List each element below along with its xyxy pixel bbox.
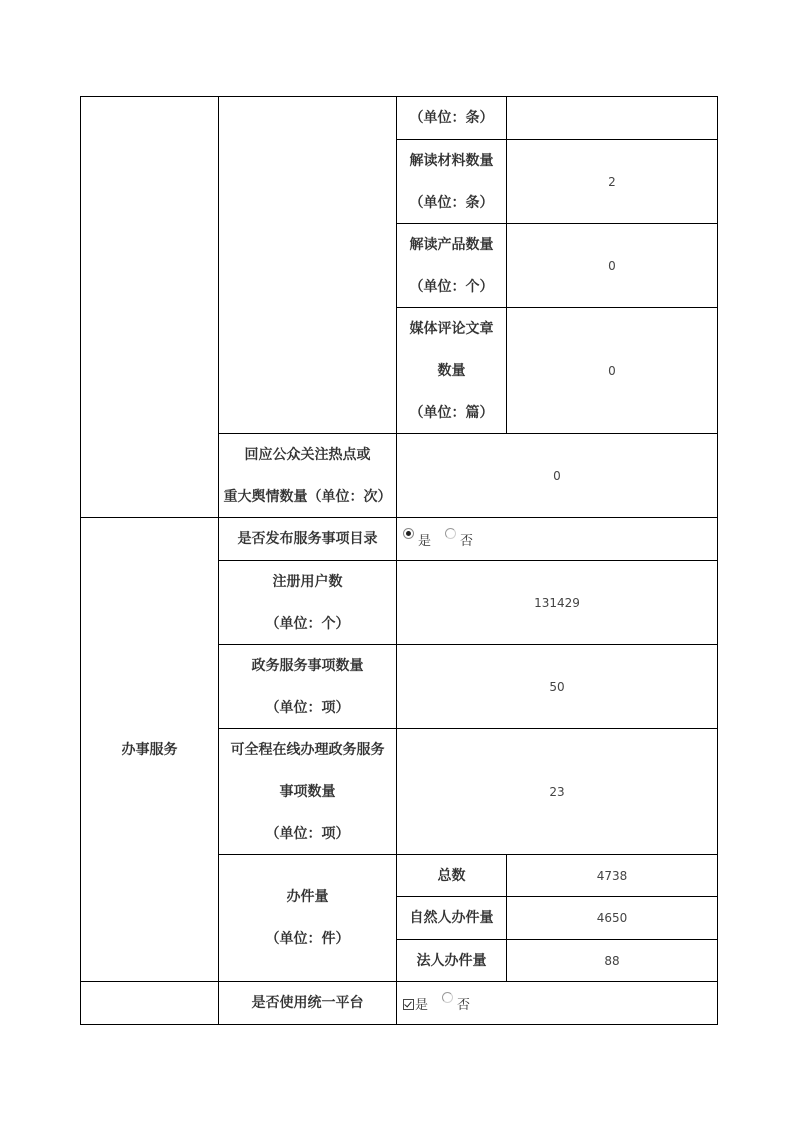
service-items-label-cell [218, 644, 397, 729]
response-label-cell [218, 433, 397, 518]
cases-total-value-cell [506, 854, 718, 897]
users-value-cell [396, 560, 718, 645]
interp-products-value: 0 [608, 258, 616, 273]
users-value: 131429 [534, 595, 580, 610]
interp-materials-label-1: 解读材料数量 [409, 152, 494, 169]
catalog-options-cell [396, 517, 718, 561]
response-value: 0 [553, 468, 561, 483]
section-cell-platform [80, 981, 219, 1025]
users-label-2: （单位：个） [265, 615, 350, 632]
section-cell-services [80, 517, 219, 982]
catalog-yes-radio[interactable] [403, 528, 414, 539]
online-items-label-2: 事项数量 [279, 783, 336, 800]
catalog-label-cell [218, 517, 397, 561]
response-value-cell [396, 433, 718, 518]
media-articles-value: 0 [608, 363, 616, 378]
cases-label-cell [218, 854, 397, 982]
platform-label: 是否使用统一平台 [251, 995, 364, 1011]
cases-legal-value: 88 [604, 953, 620, 968]
interp-materials-value-cell [506, 139, 718, 224]
platform-no-label: 否 [457, 997, 471, 1013]
users-label-1: 注册用户数 [272, 573, 343, 590]
section-cell-top [80, 96, 219, 518]
media-articles-label-3: （单位：篇） [409, 404, 494, 421]
online-items-label-1: 可全程在线办理政务服务 [230, 741, 385, 758]
catalog-yes-label: 是 [418, 533, 432, 549]
interp-materials-label-2: （单位：条） [409, 194, 494, 211]
disclosure-table [80, 96, 718, 1025]
interp-products-label-1: 解读产品数量 [409, 236, 494, 253]
service-items-label-2: （单位：项） [265, 699, 350, 716]
cases-total-label-cell [396, 854, 507, 897]
platform-label-cell [218, 981, 397, 1025]
service-items-value: 50 [549, 679, 565, 694]
interpretation-group-cell [218, 96, 397, 434]
cases-natural-label: 自然人办件量 [409, 910, 494, 926]
platform-no-radio[interactable] [442, 992, 453, 1003]
cases-natural-label-cell [396, 896, 507, 940]
online-items-label-cell [218, 728, 397, 855]
interp-materials-label-cell [396, 139, 507, 224]
unit-value-cell [506, 96, 718, 140]
online-items-value-cell [396, 728, 718, 855]
media-articles-label-1: 媒体评论文章 [409, 320, 494, 337]
platform-yes-checkbox[interactable] [403, 999, 414, 1010]
unit-label: （单位：条） [409, 110, 494, 126]
cases-label-1: 办件量 [286, 889, 329, 905]
interp-products-value-cell [506, 223, 718, 308]
online-items-value: 23 [549, 784, 565, 799]
response-label-1: 回应公众关注热点或 [244, 446, 371, 463]
cases-total-label: 总数 [437, 867, 466, 884]
cases-label-2: （单位：件） [265, 931, 350, 947]
cases-natural-value: 4650 [596, 911, 628, 925]
online-items-label-3: （单位：项） [265, 825, 350, 842]
cases-total-value: 4738 [596, 868, 628, 883]
cases-natural-value-cell [506, 896, 718, 940]
interp-products-label-2: （单位：个） [409, 278, 494, 295]
users-label-cell [218, 560, 397, 645]
interp-materials-value: 2 [608, 174, 616, 189]
service-items-label-1: 政务服务事项数量 [251, 657, 364, 674]
platform-options-cell [396, 981, 718, 1025]
catalog-no-label: 否 [460, 533, 474, 549]
catalog-label: 是否发布服务事项目录 [237, 531, 378, 547]
cases-legal-label: 法人办件量 [416, 952, 487, 969]
platform-yes-label: 是 [415, 997, 429, 1013]
services-section-label: 办事服务 [121, 741, 178, 758]
media-articles-label-cell [396, 307, 507, 434]
service-items-value-cell [396, 644, 718, 729]
catalog-no-radio[interactable] [445, 528, 456, 539]
cases-legal-value-cell [506, 939, 718, 982]
media-articles-value-cell [506, 307, 718, 434]
media-articles-label-2: 数量 [437, 362, 466, 379]
interp-products-label-cell [396, 223, 507, 308]
unit-label-cell [396, 96, 507, 140]
cases-legal-label-cell [396, 939, 507, 982]
response-label-2: 重大舆情数量（单位：次） [223, 488, 392, 505]
